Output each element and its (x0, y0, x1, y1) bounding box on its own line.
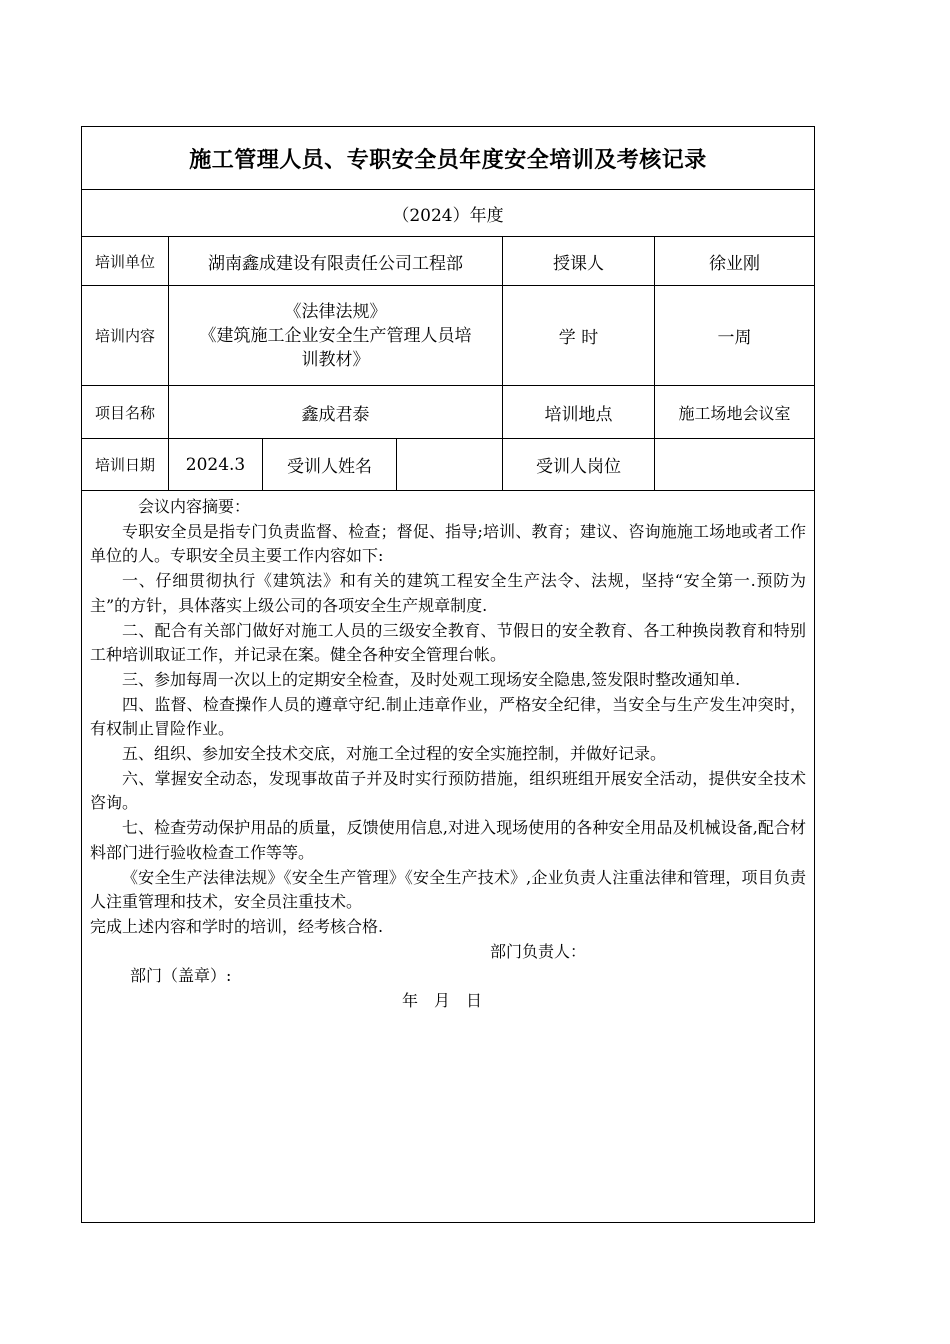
trainee-name-label: 受训人姓名 (263, 439, 397, 490)
summary-paragraph: 六、掌握安全动态，发现事故苗子并及时实行预防措施，组织班组开展安全活动，提供安全技术咨询。 (90, 768, 806, 813)
dept-head-label: 部门负责人： (490, 941, 587, 961)
hours-label: 学 时 (503, 286, 655, 385)
content-label: 培训内容 (82, 286, 169, 385)
summary-paragraph: 专职安全员是指专门负责监督、检查；督促、指导;培训、教育；建议、咨询施施工场地或者工作单位的人。专职安全员主要工作内容如下: (90, 521, 806, 566)
unit-label: 培训单位 (82, 237, 169, 285)
summary-paragraph: 三、参加每周一次以上的定期安全检查，及时处观工现场安全隐患,签发限时整改通知单. (122, 669, 741, 689)
content-value (169, 286, 503, 385)
conclusion-text: 完成上述内容和学时的培训，经考核合格. (90, 916, 384, 936)
date-value: 2024.3 (169, 439, 263, 490)
year-row (82, 190, 814, 237)
date-row (82, 439, 814, 491)
hours-value: 一周 (717, 328, 752, 348)
summary-paragraph: 二、配合有关部门做好对施工人员的三级安全教育、节假日的安全教育、各工种换岗教育和特别工种培训取证工作，并记录在案。健全各种安全管理台帐。 (90, 620, 806, 665)
date-label: 培训日期 (82, 439, 169, 490)
place-value: 施工场地会议室 (678, 403, 791, 423)
lecturer-label: 授课人 (503, 237, 655, 285)
trainee-name-value (397, 439, 503, 490)
project-label: 项目名称 (82, 386, 169, 438)
project-row (82, 386, 814, 439)
year-label: （2024）年度 (392, 205, 504, 226)
place-label: 培训地点 (503, 386, 655, 438)
summary-paragraph: 七、检查劳动保护用品的质量，反馈使用信息,对进入现场使用的各种安全用品及机械设备,配合材料部门进行验收检查工作等等。 (90, 818, 806, 862)
summary-paragraph: 五、组织、参加安全技术交底，对施工全过程的安全实施控制，并做好记录。 (122, 744, 667, 764)
content-line-3: 训教材》 (301, 349, 370, 370)
content-row (82, 286, 814, 386)
summary-heading: 会议内容摘要： (138, 497, 251, 516)
content-line-2: 《建筑施工企业安全生产管理人员培 (199, 325, 472, 346)
summary-paragraph: 一、仔细贯彻执行《建筑法》和有关的建筑工程安全生产法令、法规，坚持“安全第一.预防为主”的方针，具体落实上级公司的各项安全生产规章制度. (90, 571, 806, 615)
summary-paragraph: 《安全生产法律法规》《安全生产管理》《安全生产技术》,企业负责人注重法律和管理，项目负责人注重管理和技术，安全员注重技术。 (90, 867, 806, 912)
trainee-post-value (655, 439, 814, 490)
content-line-1: 《法律法规》 (284, 301, 387, 322)
training-record-form (81, 126, 815, 1223)
summary-paragraph: 四、监督、检查操作人员的遵章守纪.制止违章作业，严格安全纪律，当安全与生产发生冲突时，有权制止冒险作业。 (90, 694, 806, 739)
page-title: 施工管理人员、专职安全员年度安全培训及考核记录 (189, 147, 707, 173)
unit-row (82, 237, 814, 286)
title-row (82, 127, 814, 190)
lecturer-value: 徐业刚 (709, 253, 760, 274)
summary-section (82, 491, 814, 1014)
trainee-post-label: 受训人岗位 (503, 439, 655, 490)
unit-value: 湖南鑫成建设有限责任公司工程部 (169, 237, 503, 285)
signature-date: 年 月 日 (402, 991, 483, 1011)
project-value: 鑫成君泰 (169, 386, 503, 438)
dept-seal-label: 部门（盖章）: (130, 966, 232, 986)
